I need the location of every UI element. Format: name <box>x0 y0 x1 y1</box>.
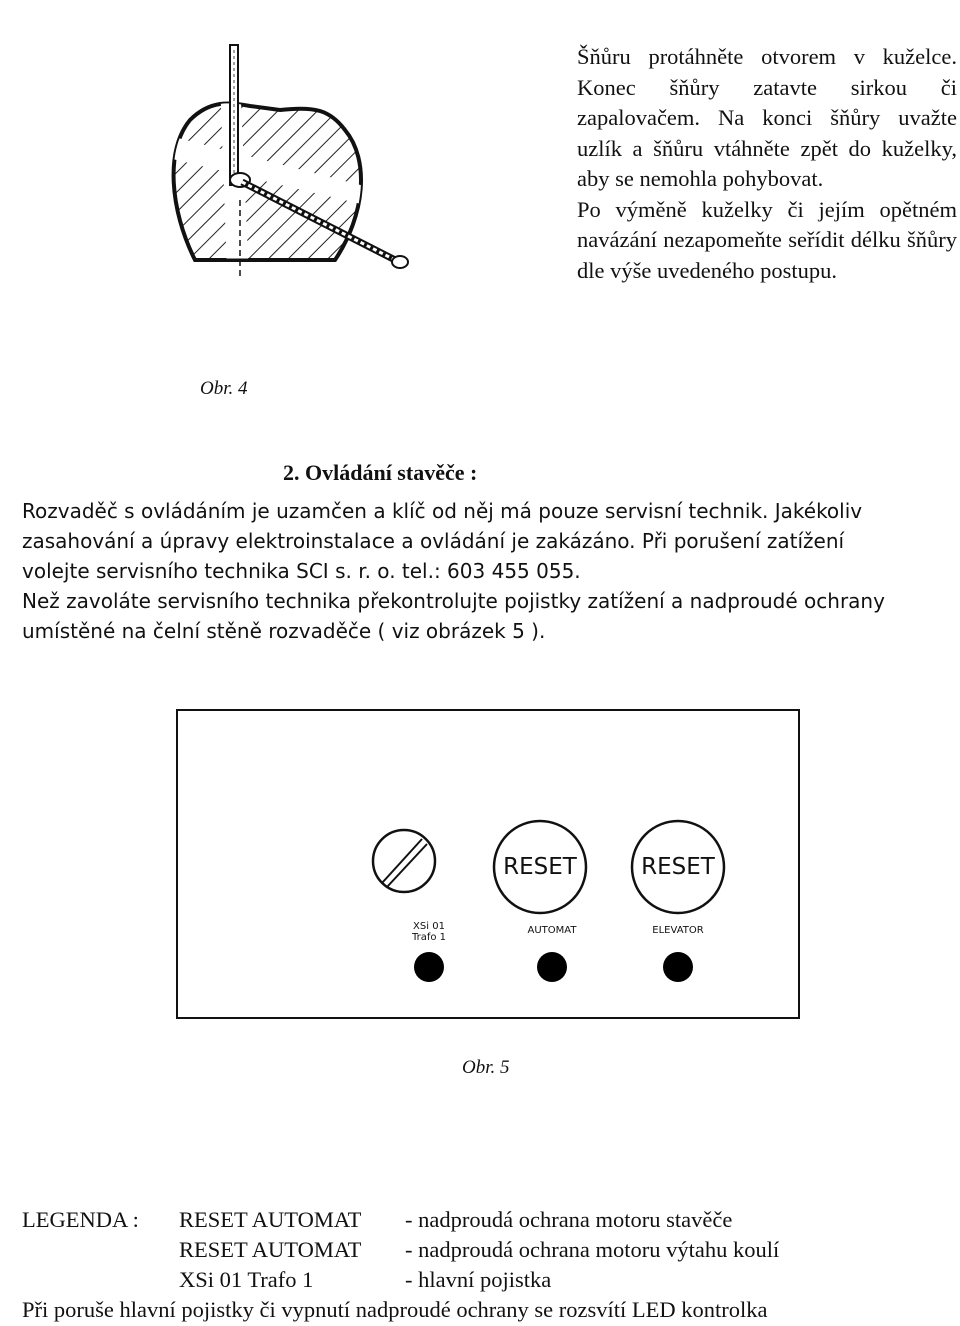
elevator-label: ELEVATOR <box>652 925 704 936</box>
section-line: Rozvaděč s ovládáním je uzamčen a klíč od něj má pouze servisní technik. Jakékoliv <box>22 499 863 523</box>
section-heading: 2. Ovládání stavěče : <box>283 460 478 485</box>
elevator-led-indicator <box>663 952 693 982</box>
control-panel-diagram <box>176 709 800 1019</box>
fuse-icon <box>373 830 435 892</box>
legend-item-name: XSi 01 Trafo 1 <box>179 1267 314 1292</box>
instructions-paragraph-2: Po výměně kuželky či jejím opětném navázání nezapomeňte seřídit délku šňůry dle výše uvedeného postupu. <box>577 196 957 283</box>
pin-cross-section-illustration <box>150 40 450 340</box>
legend-item-description: - hlavní pojistka <box>405 1267 552 1292</box>
legend-item-description: - nadproudá ochrana motoru stavěče <box>405 1207 733 1232</box>
fuse-label <box>394 921 464 943</box>
legend-item-name: RESET AUTOMAT <box>179 1237 362 1262</box>
section-body <box>22 496 952 646</box>
automat-label: AUTOMAT <box>527 925 577 936</box>
reset-elevator-button-label: RESET <box>641 854 715 880</box>
fuse-label-line-2: Trafo 1 <box>411 932 447 943</box>
section-line: Než zavoláte servisního technika překontrolujte pojistky zatížení a nadproudé ochrany <box>22 589 885 613</box>
instructions-paragraph-1: Šňůru protáhněte otvorem v kuželce. Konec šňůry zatavte sirkou či zapalovačem. Na konci šňůry uvažte uzlík a šňůru vtáhněte zpět do kuželky, aby se nemohla pohybovat. <box>577 44 957 191</box>
automat-led-indicator <box>537 952 567 982</box>
legend-item-description: - nadproudá ochrana motoru výtahu koulí <box>405 1237 780 1262</box>
legend-footer: Při poruše hlavní pojistky či vypnutí nadproudé ochrany se rozsvítí LED kontrolka <box>22 1297 768 1322</box>
instructions-text <box>577 42 957 286</box>
figure-4-caption: Obr. 4 <box>200 378 248 399</box>
section-line: volejte servisního technika SCI s. r. o. tel.: 603 455 055. <box>22 559 581 583</box>
section-line: umístěné na čelní stěně rozvaděče ( viz obrázek 5 ). <box>22 619 546 643</box>
legend-title: LEGENDA : <box>22 1207 139 1232</box>
fuse-led-indicator <box>414 952 444 982</box>
section-line: zasahování a úpravy elektroinstalace a ovládání je zakázáno. Při porušení zatížení <box>22 529 845 553</box>
fuse-label-line-1: XSi 01 <box>413 921 445 932</box>
legend-item-name: RESET AUTOMAT <box>179 1207 362 1232</box>
figure-5-caption: Obr. 5 <box>462 1057 510 1078</box>
reset-automat-button-label: RESET <box>503 854 577 880</box>
